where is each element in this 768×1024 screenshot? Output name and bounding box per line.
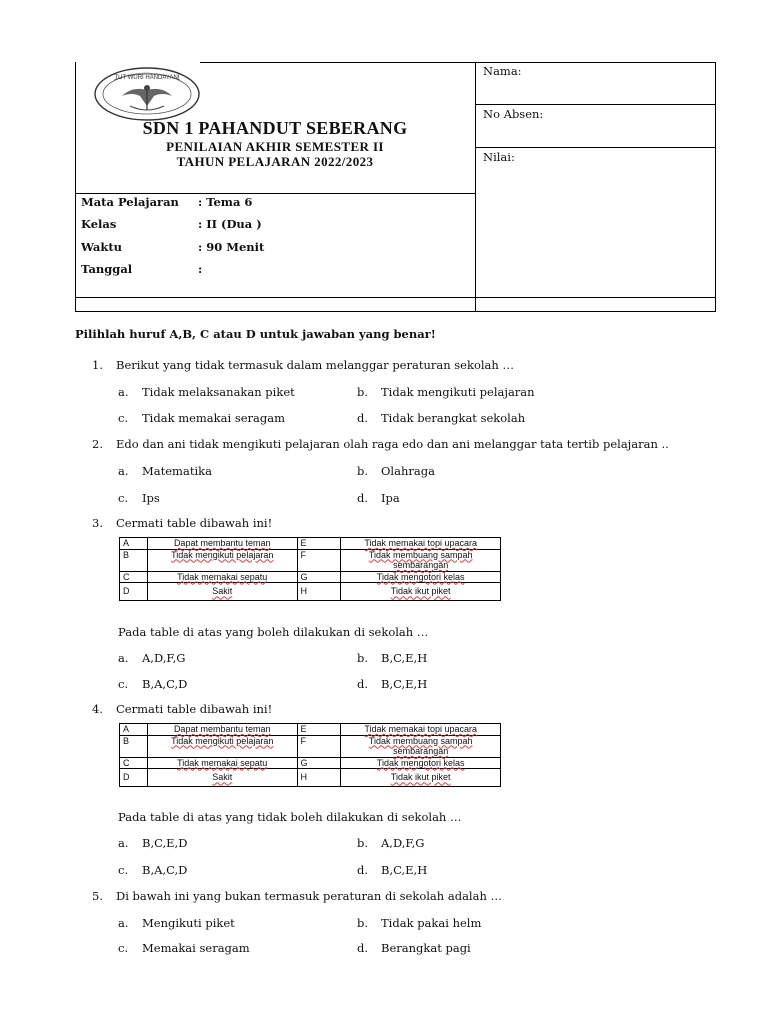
question-number: 4. — [92, 702, 103, 716]
field-label-waktu: Waktu — [81, 240, 123, 254]
option-text: Tidak pakai helm — [381, 916, 482, 930]
table-row — [120, 583, 501, 601]
no-absen-label: No Absen: — [483, 107, 544, 121]
table-cell: Tidak membuang sampah sembarangan — [341, 735, 501, 757]
option-text: Ips — [142, 491, 160, 505]
table-cell: A — [120, 538, 148, 550]
question-text: Edo dan ani tidak mengikuti pelajaran olah raga edo dan ani melanggar tata tertib pelajaran .. — [116, 437, 669, 451]
option-letter: c. — [118, 491, 129, 505]
header-left-border — [75, 62, 76, 312]
option-letter: b. — [357, 836, 369, 850]
header-divider — [475, 62, 476, 312]
instruction: Pilihlah huruf A,B, C atau D untuk jawaban yang benar! — [75, 327, 436, 341]
question-text: Berikut yang tidak termasuk dalam melanggar peraturan sekolah … — [116, 358, 514, 372]
table-cell: Tidak membuang sampah sembarangan — [341, 549, 501, 571]
school-name: SDN 1 PAHANDUT SEBERANG — [142, 118, 408, 138]
table-cell: F — [297, 735, 341, 757]
option-letter: a. — [118, 916, 129, 930]
option-letter: a. — [118, 385, 129, 399]
option-letter: a. — [118, 464, 129, 478]
exam-title: PENILAIAN AKHIR SEMESTER II — [166, 139, 384, 154]
option-text: B,A,C,D — [142, 677, 188, 691]
option-text: B,A,C,D — [142, 863, 188, 877]
option-letter: a. — [118, 836, 129, 850]
option-letter: c. — [118, 941, 129, 955]
table-cell: Tidak ikut piket — [341, 769, 501, 787]
table-cell: H — [297, 769, 341, 787]
table-cell: Tidak memakai sepatu — [147, 757, 297, 769]
header-line-absen — [475, 147, 715, 148]
option-text: Memakai seragam — [142, 941, 250, 955]
question-followup: Pada table di atas yang tidak boleh dilakukan di sekolah … — [118, 810, 462, 824]
option-letter: d. — [357, 941, 369, 955]
table-cell: Dapat membantu teman — [147, 724, 297, 736]
option-letter: d. — [357, 491, 369, 505]
option-text: B,C,E,H — [381, 651, 428, 665]
header-line-info — [75, 193, 475, 194]
table-cell: E — [297, 724, 341, 736]
option-text: Tidak melaksanakan piket — [142, 385, 295, 399]
table-row — [120, 549, 501, 571]
nama-label: Nama: — [483, 64, 522, 78]
question-followup: Pada table di atas yang boleh dilakukan di sekolah … — [118, 625, 429, 639]
field-value-mapel: : Tema 6 — [198, 195, 253, 209]
table-cell: E — [297, 538, 341, 550]
logo-text: TUT WURI HANDAYANI — [114, 75, 180, 81]
question-number: 3. — [92, 516, 103, 530]
header-right-border — [715, 62, 716, 312]
question-text: Cermati table dibawah ini! — [116, 516, 273, 530]
option-letter: c. — [118, 411, 129, 425]
table-cell: Sakit — [147, 769, 297, 787]
question-text: Cermati table dibawah ini! — [116, 702, 273, 716]
option-text: Ipa — [381, 491, 400, 505]
table-cell: Sakit — [147, 583, 297, 601]
option-text: A,D,F,G — [381, 836, 425, 850]
field-value-waktu: : 90 Menit — [198, 240, 265, 254]
option-letter: d. — [357, 677, 369, 691]
table-cell: Tidak memakai topi upacara — [341, 724, 501, 736]
table-cell: B — [120, 549, 148, 571]
header-line-bottom2 — [75, 311, 716, 312]
option-text: Olahraga — [381, 464, 435, 478]
option-letter: b. — [357, 385, 369, 399]
option-letter: b. — [357, 464, 369, 478]
table-cell: C — [120, 757, 148, 769]
option-text: Tidak mengikuti pelajaran — [381, 385, 535, 399]
question-number: 2. — [92, 437, 103, 451]
option-text: A,D,F,G — [142, 651, 186, 665]
table-cell: G — [297, 571, 341, 583]
table-cell: A — [120, 724, 148, 736]
option-text: Berangkat pagi — [381, 941, 471, 955]
table-cell: Tidak mengotori kelas — [341, 757, 501, 769]
option-letter: b. — [357, 916, 369, 930]
table-row — [120, 769, 501, 787]
table-cell: D — [120, 583, 148, 601]
option-text: Mengikuti piket — [142, 916, 235, 930]
tut-wuri-handayani-logo — [92, 66, 202, 122]
rules-table — [119, 537, 501, 601]
table-cell: Dapat membantu teman — [147, 538, 297, 550]
option-letter: c. — [118, 863, 129, 877]
table-cell: B — [120, 735, 148, 757]
field-value-tanggal: : — [198, 262, 203, 276]
table-row — [120, 724, 501, 736]
question-number: 5. — [92, 889, 103, 903]
option-letter: c. — [118, 677, 129, 691]
table-cell: Tidak memakai topi upacara — [341, 538, 501, 550]
field-label-mapel: Mata Pelajaran — [81, 195, 179, 209]
table-cell: Tidak mengikuti pelajaran — [147, 735, 297, 757]
table-cell: F — [297, 549, 341, 571]
school-year: TAHUN PELAJARAN 2022/2023 — [176, 154, 374, 169]
table-row — [120, 571, 501, 583]
header-line-nama — [475, 104, 715, 105]
option-letter: b. — [357, 651, 369, 665]
field-label-tanggal: Tanggal — [81, 262, 133, 276]
question-number: 1. — [92, 358, 103, 372]
nilai-label: Nilai: — [483, 150, 515, 164]
field-value-kelas: : II (Dua ) — [198, 217, 262, 231]
table-cell: Tidak memakai sepatu — [147, 571, 297, 583]
table-cell: Tidak mengotori kelas — [341, 571, 501, 583]
table-cell: G — [297, 757, 341, 769]
table-cell: D — [120, 769, 148, 787]
option-text: Tidak berangkat sekolah — [381, 411, 526, 425]
option-text: B,C,E,H — [381, 863, 428, 877]
option-letter: a. — [118, 651, 129, 665]
field-label-kelas: Kelas — [81, 217, 117, 231]
option-text: B,C,E,H — [381, 677, 428, 691]
table-row — [120, 538, 501, 550]
table-cell: C — [120, 571, 148, 583]
option-text: Matematika — [142, 464, 212, 478]
header-line-bottom1 — [75, 297, 715, 298]
table-row — [120, 757, 501, 769]
header-top-border — [200, 62, 716, 63]
option-letter: d. — [357, 863, 369, 877]
table-row — [120, 735, 501, 757]
rules-table — [119, 723, 501, 787]
question-text: Di bawah ini yang bukan termasuk peraturan di sekolah adalah … — [116, 889, 503, 903]
table-cell: Tidak mengikuti pelajaran — [147, 549, 297, 571]
table-cell: H — [297, 583, 341, 601]
option-text: Tidak memakai seragam — [142, 411, 286, 425]
table-cell: Tidak ikut piket — [341, 583, 501, 601]
option-text: B,C,E,D — [142, 836, 188, 850]
option-letter: d. — [357, 411, 369, 425]
